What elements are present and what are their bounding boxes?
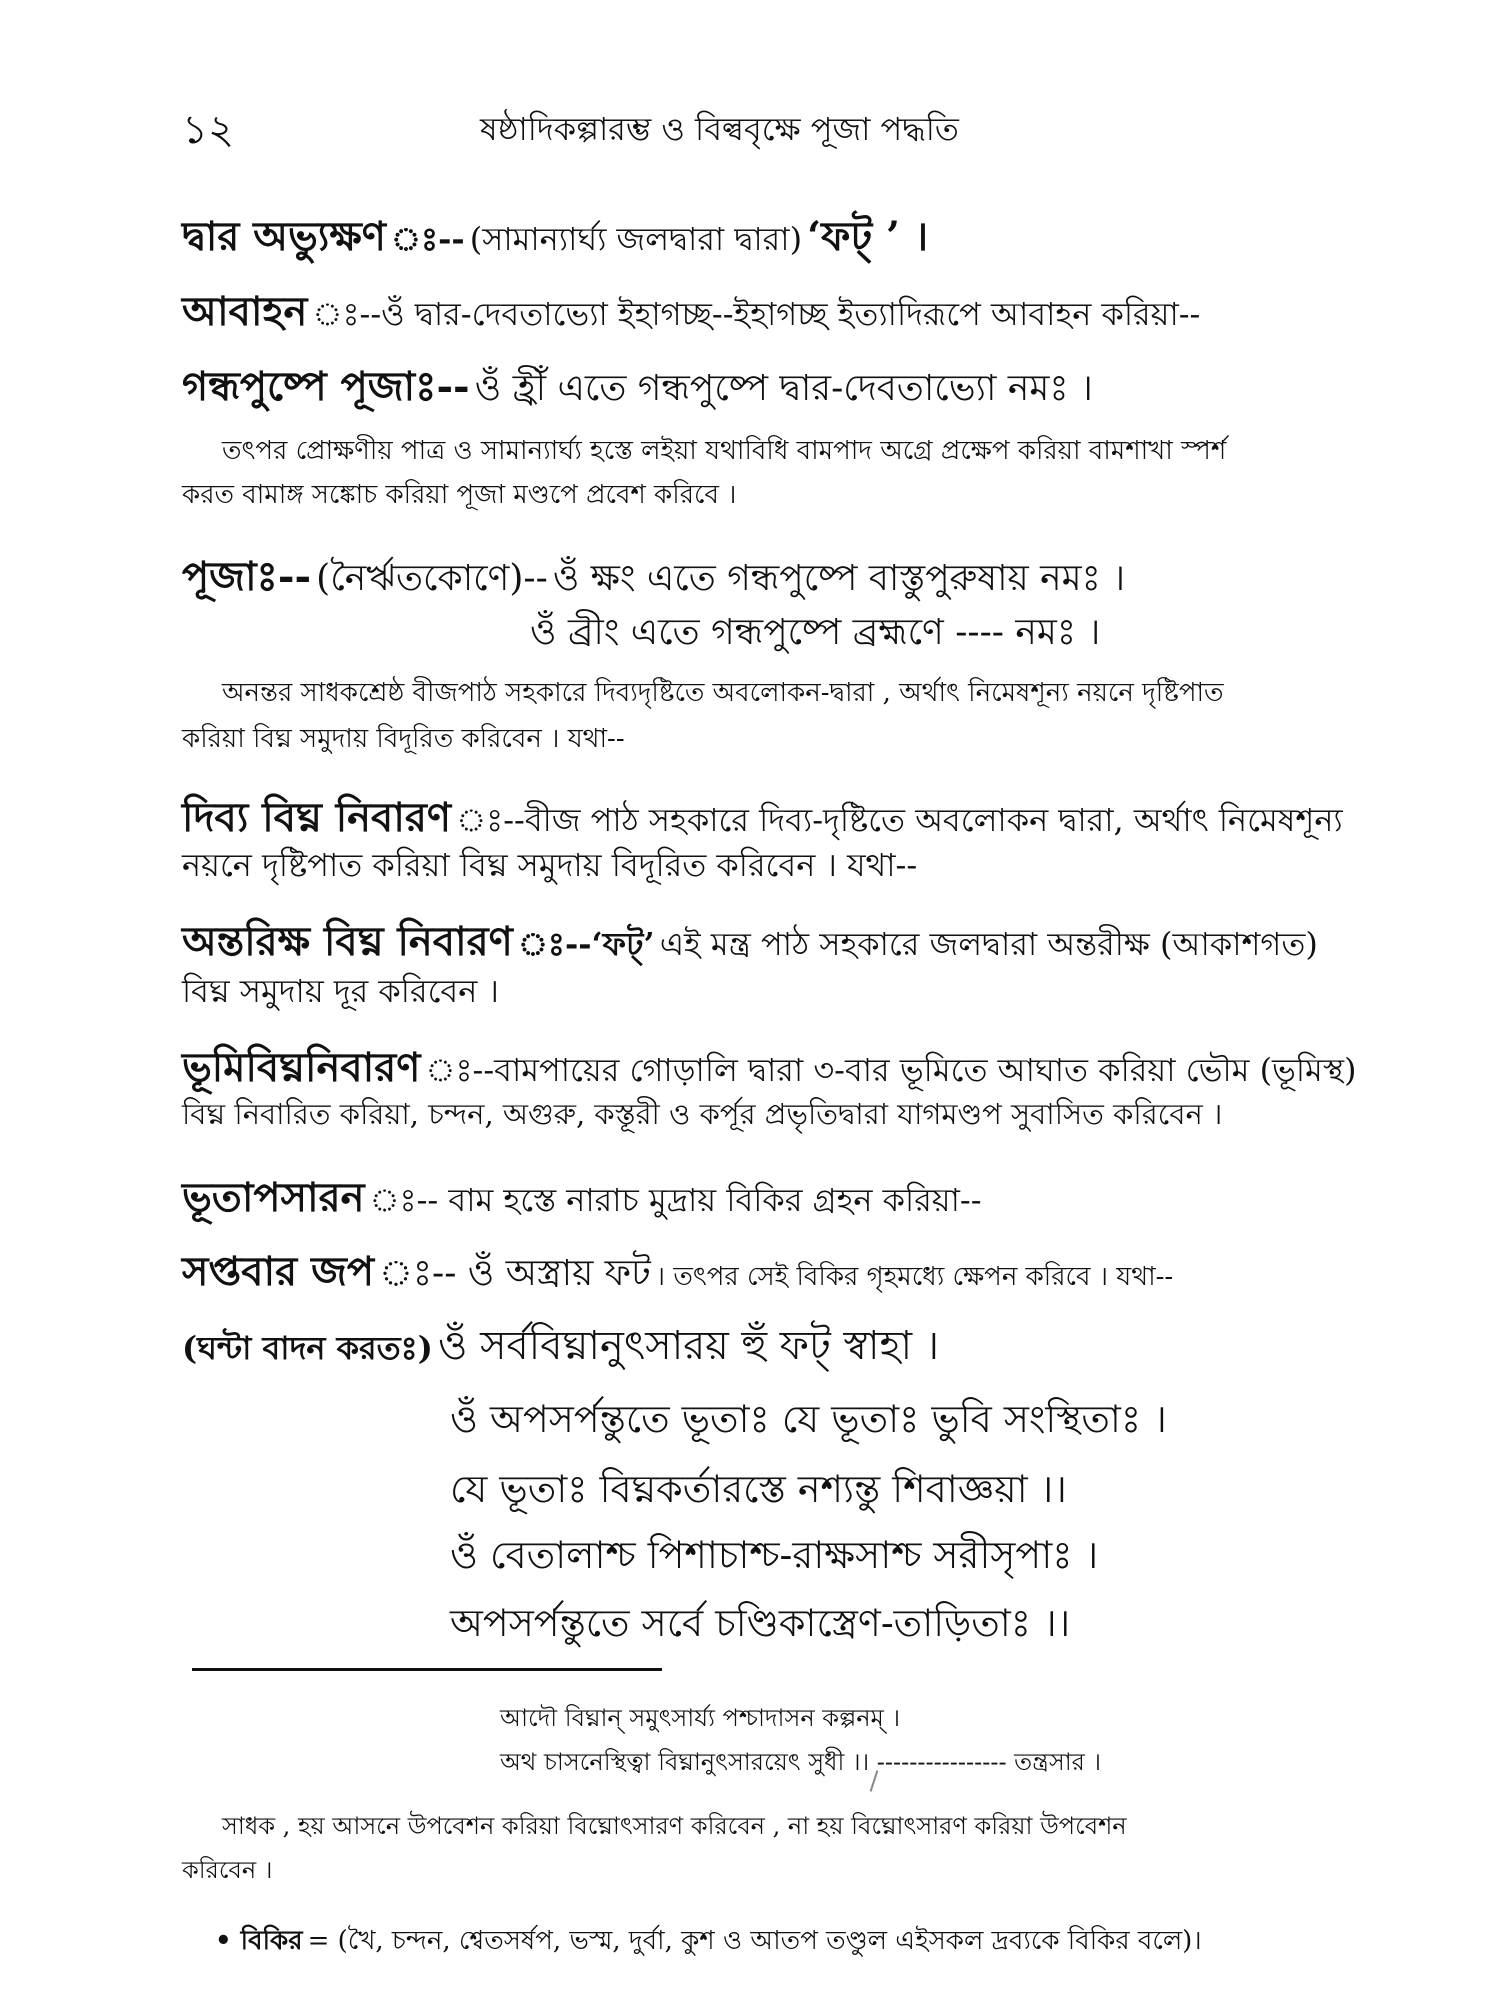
verse-line-4: অপসর্পন্তুতে সর্বে চণ্ডিকাস্ত্রেণ-তাড়িতাঃ ।। bbox=[450, 1601, 1071, 1645]
bhumi-text-1: ঃ--বামপায়ের গোড়ালি দ্বারা ৩-বার ভূমিতে আঘাত করিয়া ভৌম (ভূমিস্থ) bbox=[425, 1051, 1357, 1089]
puja-mantra-1: ওঁ ক্ষং এতে গন্ধপুষ্পে বাস্তুপুরুষায় নমঃ । bbox=[552, 558, 1126, 599]
divya-label: দিব্য বিঘ্ন নিবারণ bbox=[182, 794, 452, 841]
antariksha-label: অন্তরিক্ষ বিঘ্ন নিবারণ bbox=[182, 918, 513, 965]
page-title: ষষ্ঠাদিকল্পারম্ভ ও বিল্ববৃক্ষে পূজা পদ্ধতি bbox=[480, 110, 959, 148]
divya-text-1: ঃ--বীজ পাঠ সহকারে দিব্য-দৃষ্টিতে অবলোকন দ্বারা, অর্থাৎ নিমেষশূন্য bbox=[456, 801, 1343, 839]
bhuta-label: ভূতাপসারন bbox=[182, 1174, 365, 1221]
verse-line-3: ওঁ বেতালাশ্চ পিশাচাশ্চ-রাক্ষসাশ্চ সরীসৃপাঃ । bbox=[450, 1533, 1099, 1577]
sadhak-line-1: সাধক , হয় আসনে উপবেশন করিয়া বিঘ্নোৎসারণ করিবেন , না হয় বিঘ্নোৎসারণ করিয়া উপবেশন bbox=[222, 1812, 1127, 1840]
antariksha-sep: ঃ--‘ফট্’ bbox=[517, 925, 655, 963]
bhuta-text: ঃ-- বাম হস্তে নারাচ মুদ্রায় বিকির গ্রহন করিয়া-- bbox=[369, 1181, 982, 1219]
sapta-line bbox=[182, 1240, 1173, 1307]
antariksha-line-2: বিঘ্ন সমুদায় দূর করিবেন । bbox=[182, 972, 499, 1010]
anantar-line-1: অনন্তর সাধকশ্রেষ্ঠ বীজপাঠ সহকারে দিব্যদৃষ্টিতে অবলোকন-দ্বারা , অর্থাৎ নিমেষশূন্য নয়নে দৃষ্টিপাত bbox=[222, 678, 1224, 708]
bhumi-label: ভূমিবিঘ্ননিবারণ bbox=[182, 1044, 421, 1091]
page-number: ১২ bbox=[182, 107, 234, 153]
divya-line-2: নয়নে দৃষ্টিপাত করিয়া বিঘ্ন সমুদায় বিদূরিত করিবেন । যথা-- bbox=[182, 846, 918, 884]
bikir-line bbox=[215, 1920, 1202, 1964]
footnote-divider bbox=[192, 1668, 662, 1671]
gandha-line bbox=[182, 355, 1093, 422]
gandha-label: গন্ধপুষ্পে পূজাঃ-- bbox=[182, 363, 470, 410]
footnote-quote-1: আদৌ বিঘ্নান্ সমুৎসার্য্য পশ্চাদাসন কল্পনম্ । bbox=[500, 1704, 901, 1732]
sadhak-line-2: করিবেন । bbox=[182, 1856, 273, 1884]
ghanta-line bbox=[182, 1314, 939, 1381]
verse-line-2: যে ভূতাঃ বিঘ্নকর্তারস্তে নশ্যন্তু শিবাজ্ঞয়া ।। bbox=[450, 1467, 1067, 1511]
puja-note: (নৈর্ঋতকোণে)-- bbox=[316, 558, 548, 599]
puja-label: পূজাঃ-- bbox=[182, 553, 312, 600]
bikir-label: • বিকির bbox=[215, 1926, 303, 1956]
bhumi-line-2: বিঘ্ন নিবারিত করিয়া, চন্দন, অগুরু, কস্তূরী ও কর্পূর প্রভৃতিদ্বারা যাগমণ্ডপ সুবাসিত করিবেন । bbox=[182, 1097, 1223, 1131]
ghanta-label: (ঘন্টা বাদন করতঃ) bbox=[182, 1329, 433, 1367]
ghanta-mantra: ওঁ সর্ববিঘ্নানুৎসারয় হুঁ ফট্ স্বাহা । bbox=[437, 1323, 940, 1369]
antariksha-text-1: এই মন্ত্র পাঠ সহকারে জলদ্বারা অন্তরীক্ষ (আকাশগত) bbox=[659, 925, 1318, 963]
anantar-line-2: করিয়া বিঘ্ন সমুদায় বিদূরিত করিবেন । যথা-- bbox=[182, 724, 625, 754]
tatpor-line-1: তৎপর প্রোক্ষণীয় পাত্র ও সামান্যার্ঘ্য হস্তে লইয়া যথাবিধি বামপাদ অগ্রে প্রক্ষেপ করিয়া বামশাখা স্পর্শ bbox=[222, 436, 1227, 466]
gandha-text: ওঁ হ্রীঁ এতে গন্ধপুষ্পে দ্বার-দেবতাভ্যো নমঃ । bbox=[474, 368, 1093, 409]
dwar-line bbox=[182, 205, 928, 272]
dwar-mantra: ‘ফট্ ’ । bbox=[807, 213, 929, 260]
abahan-line bbox=[182, 280, 1200, 347]
footnote-quote-2: অথ চাসনেস্থিত্বা বিঘ্নানুৎসারয়েৎ সুধী ।। ---------------- তন্ত্রসার । bbox=[500, 1748, 1102, 1776]
dwar-label: দ্বার অভ্যুক্ষণ bbox=[182, 213, 386, 260]
verse-line-1: ওঁ অপসর্পন্তুতে ভূতাঃ যে ভূতাঃ ভুবি সংস্থিতাঃ । bbox=[450, 1397, 1167, 1441]
puja-line-1 bbox=[182, 545, 1125, 612]
bhuta-line bbox=[182, 1166, 982, 1233]
sapta-label: সপ্তবার জপ bbox=[182, 1248, 375, 1295]
sapta-text: । তৎপর সেই বিকির গৃহমধ্যে ক্ষেপন করিবে । যথা-- bbox=[655, 1262, 1174, 1292]
dwar-note: (সামান্যার্ঘ্য জলদ্বারা দ্বারা) bbox=[469, 220, 803, 258]
dwar-sep: ঃ-- bbox=[391, 220, 465, 258]
sapta-mantra: ঃ-- ওঁ অস্ত্রায় ফট bbox=[379, 1253, 651, 1294]
bikir-text: = (খৈ, চন্দন, শ্বেতসর্ষপ, ভস্ম, দুর্বা, কুশ ও আতপ তণ্ডুল এইসকল দ্রব্যকে বিকির বলে)। bbox=[307, 1926, 1202, 1956]
abahan-text: ঃ--ওঁ দ্বার-দেবতাভ্যো ইহাগচ্ছ--ইহাগচ্ছ ইত্যাদিরূপে আবাহন করিয়া-- bbox=[312, 295, 1201, 333]
abahan-label: আবাহন bbox=[182, 288, 308, 335]
puja-mantra-2: ওঁ ব্রীং এতে গন্ধপুষ্পে ব্রহ্মণে ---- নমঃ । bbox=[530, 612, 1101, 653]
tatpor-line-2: করত বামাঙ্গ সঙ্কোচ করিয়া পূজা মণ্ডপে প্রবেশ করিবে । bbox=[182, 480, 737, 510]
